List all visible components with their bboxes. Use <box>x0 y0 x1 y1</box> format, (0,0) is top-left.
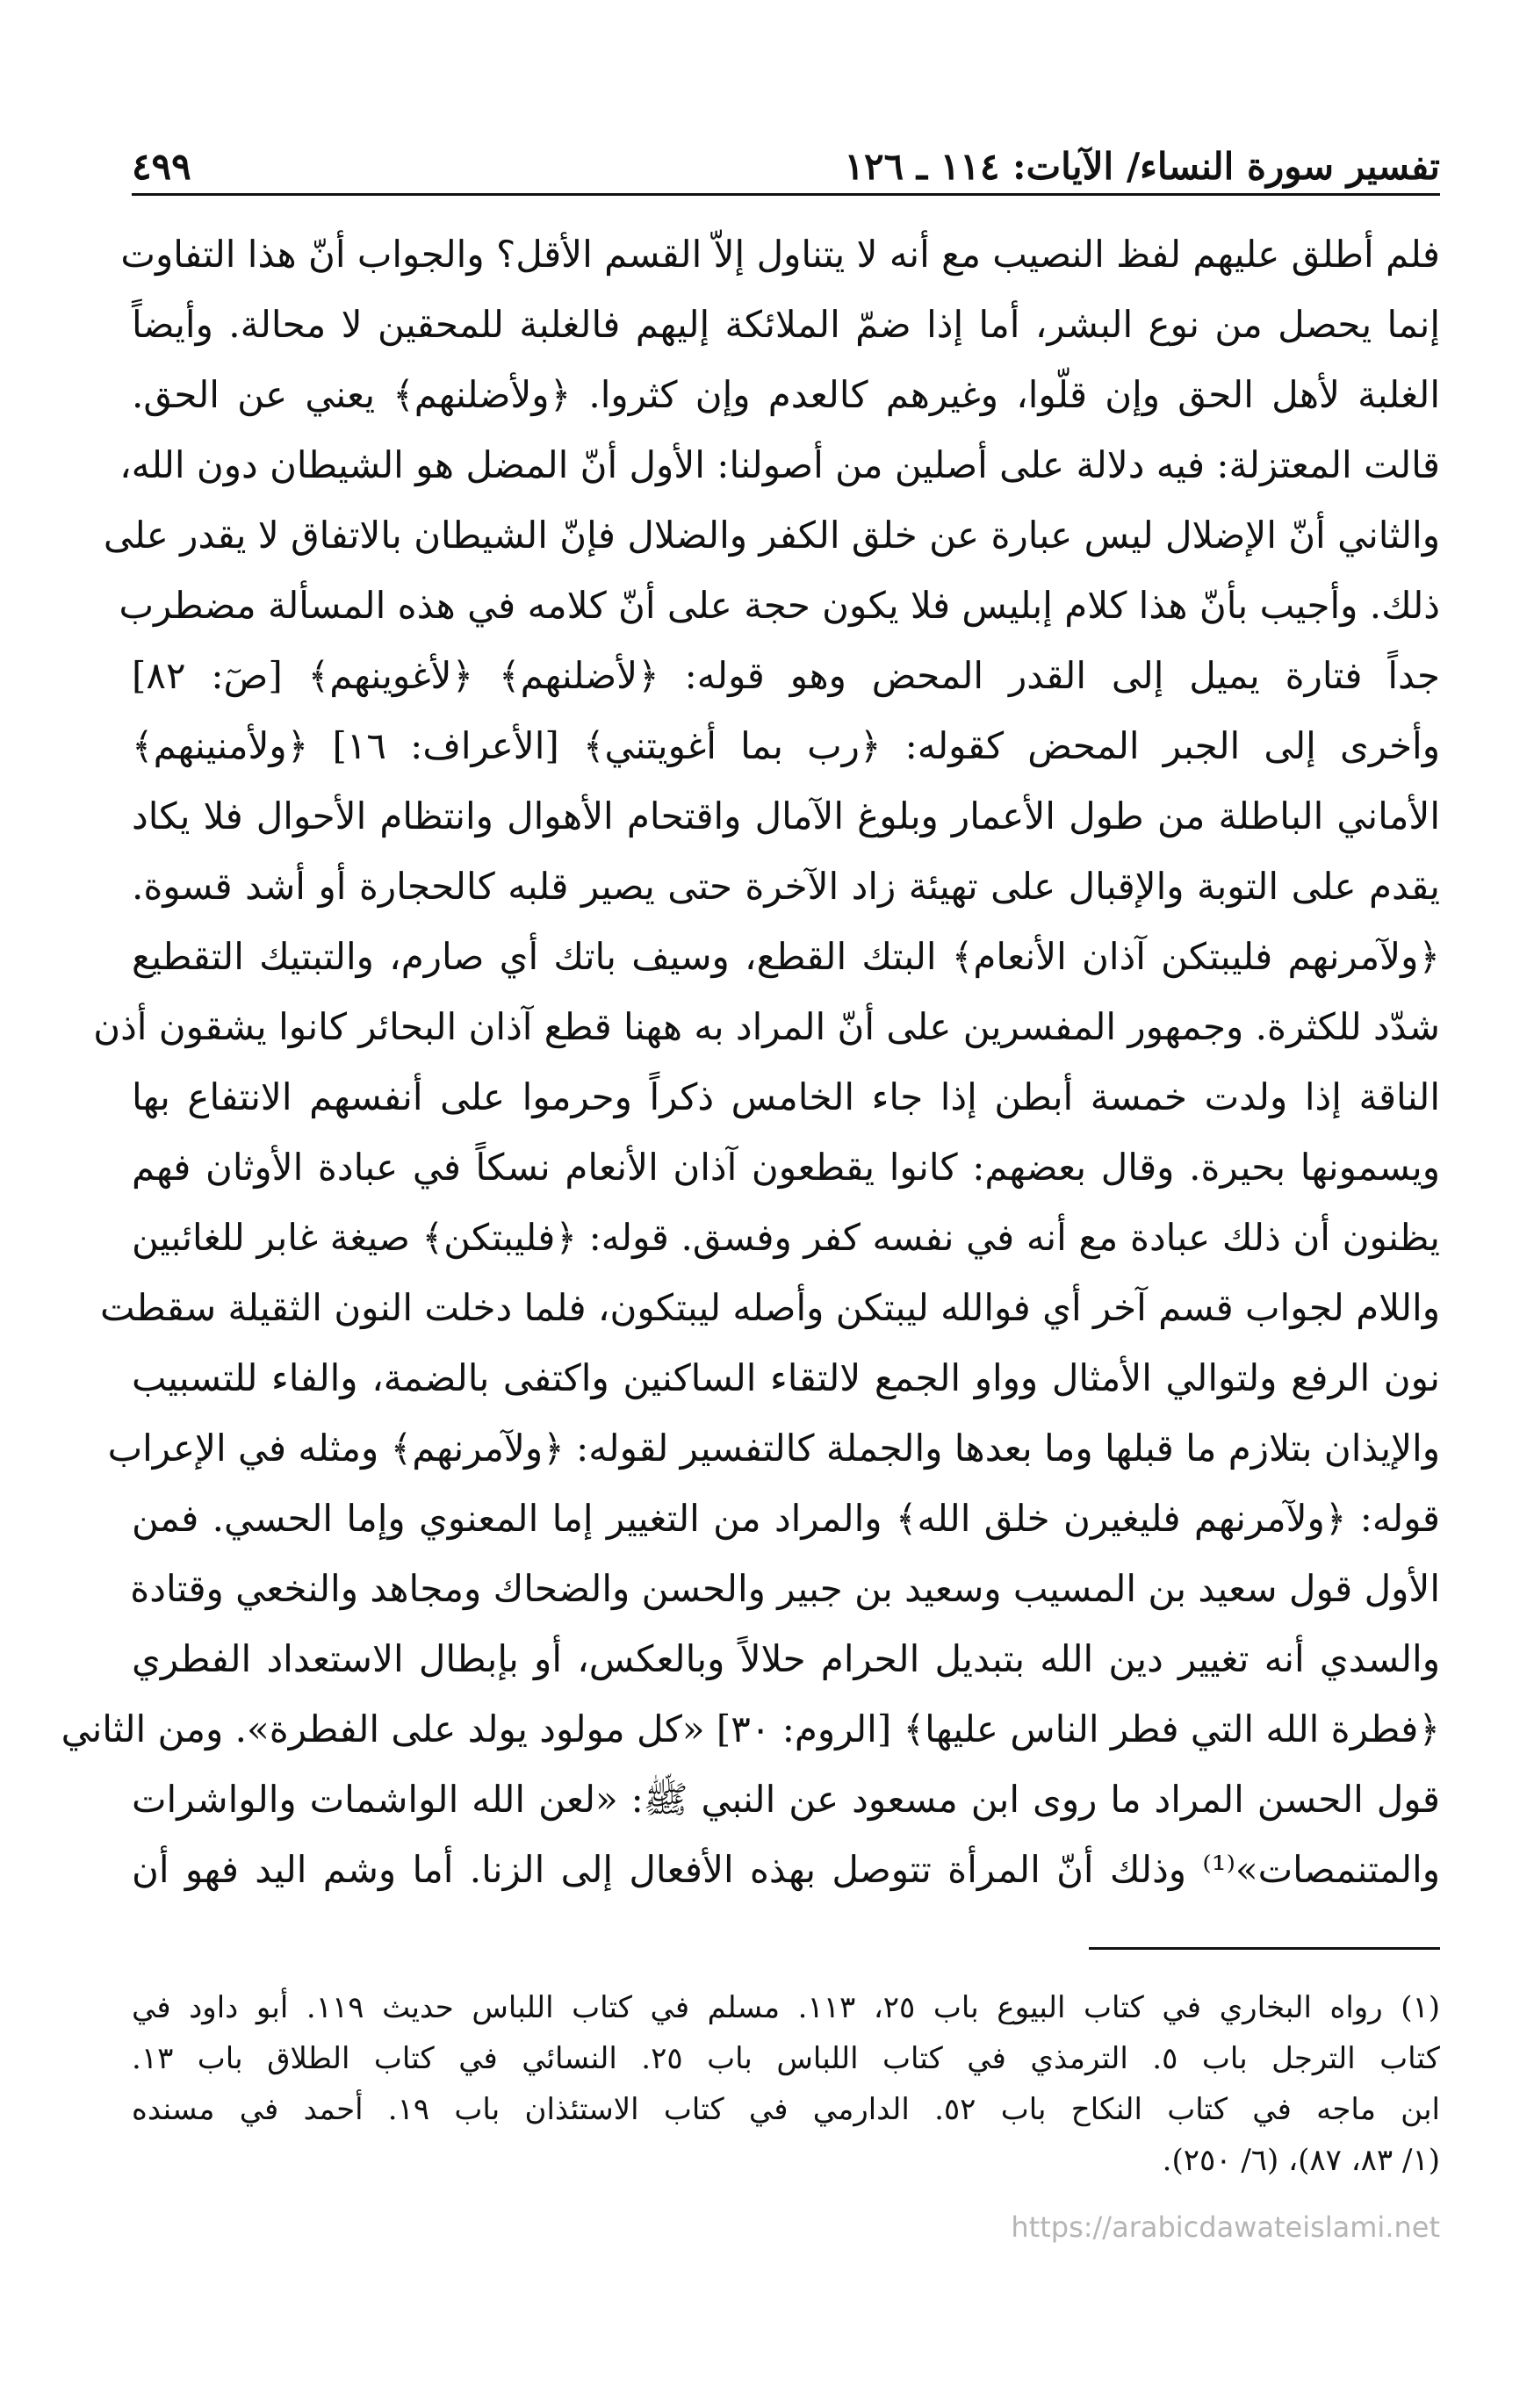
text-line: والمتنمصات»⁽¹⁾ وذلك أنّ المرأة تتوصل بهذه الأفعال إلى الزنا. أما وشم اليد فهو أن <box>132 1848 1440 1891</box>
text-line: إنما يحصل من نوع البشر، أما إذا ضمّ الملائكة إليهم فالغلبة للمحقين لا محالة. وأيضاً <box>132 303 1440 346</box>
footnote-line: (١/ ٨٣، ٨٧)، (٦/ ٢٥٠). <box>1162 2143 1440 2178</box>
footnote-line: كتاب الترجل باب ٥. الترمذي في كتاب اللباس باب ٢٥. النسائي في كتاب الطلاق باب ١٣. <box>132 2041 1440 2076</box>
text-line: قوله: ﴿ولآمرنهم فليغيرن خلق الله﴾ والمراد من التغيير إما المعنوي وإما الحسي. فمن <box>132 1497 1440 1540</box>
text-line: الأماني الباطلة من طول الأعمار وبلوغ الآمال واقتحام الأهوال وانتظام الأحوال فلا يكاد <box>132 794 1440 837</box>
text-line: ذلك. وأجيب بأنّ هذا كلام إبليس فلا يكون حجة على أنّ كلامه في هذه المسألة مضطرب <box>119 584 1440 627</box>
text-line: يظنون أن ذلك عبادة مع أنه في نفسه كفر وفسق. قوله: ﴿فليبتكن﴾ صيغة غابر للغائبين <box>132 1216 1440 1259</box>
text-line: فلم أطلق عليهم لفظ النصيب مع أنه لا يتناول إلاّ القسم الأقل؟ والجواب أنّ هذا التفاوت <box>120 233 1440 276</box>
watermark-url: https://arabicdawateislami.net <box>1011 2210 1440 2244</box>
text-line: الأول قول سعيد بن المسيب وسعيد بن جبير والحسن والضحاك ومجاهد والنخعي وقتادة <box>130 1567 1440 1610</box>
text-line: ويسمونها بحيرة. وقال بعضهم: كانوا يقطعون آذان الأنعام نسكاً في عبادة الأوثان فهم <box>132 1146 1440 1189</box>
text-line: ﴿فطرة الله التي فطر الناس عليها﴾ [الروم: ٣٠] «كل مولود يولد على الفطرة». ومن الثاني <box>61 1707 1440 1750</box>
text-line: نون الرفع ولتوالي الأمثال وواو الجمع لالتقاء الساكنين واكتفى بالضمة، والفاء للتسبيب <box>132 1356 1440 1399</box>
footnote-line: ابن ماجه في كتاب النكاح باب ٥٢. الدارمي في كتاب الاستئذان باب ١٩. أحمد في مسنده <box>132 2092 1440 2127</box>
page-number: ٤٩٩ <box>132 145 191 188</box>
running-header <box>132 130 1440 196</box>
header-title: تفسير سورة النساء/ الآيات: ١١٤ ـ ١٢٦ <box>844 145 1440 188</box>
text-line: والثاني أنّ الإضلال ليس عبارة عن خلق الكفر والضلال فإنّ الشيطان بالاتفاق لا يقدر على <box>103 514 1440 557</box>
text-line: قول الحسن المراد ما روى ابن مسعود عن النبي ﷺ: «لعن الله الواشمات والواشرات <box>132 1778 1440 1821</box>
main-text <box>61 219 1440 1905</box>
text-line: جداً فتارة يميل إلى القدر المحض وهو قوله: ﴿لأضلنهم﴾ ﴿لأغوينهم﴾ [صٓ: ٨٢] <box>132 654 1440 697</box>
text-line: والسدي أنه تغيير دين الله بتبديل الحرام حلالاً وبالعكس، أو بإبطال الاستعداد الفطري <box>132 1637 1440 1680</box>
text-line: وأخرى إلى الجبر المحض كقوله: ﴿رب بما أغويتني﴾ [الأعراف: ١٦] ﴿ولأمنينهم﴾ <box>132 724 1440 767</box>
text-line: ﴿ولآمرنهم فليبتكن آذان الأنعام﴾ البتك القطع، وسيف باتك أي صارم، والتبتيك التقطيع <box>132 935 1440 978</box>
text-line: قالت المعتزلة: فيه دلالة على أصلين من أصولنا: الأول أنّ المضل هو الشيطان دون الله، <box>119 443 1440 486</box>
text-line: يقدم على التوبة والإقبال على تهيئة زاد الآخرة حتى يصير قلبه كالحجارة أو أشد قسوة. <box>132 865 1440 908</box>
text-line: والإيذان بتلازم ما قبلها وما بعدها والجملة كالتفسير لقوله: ﴿ولآمرنهم﴾ ومثله في الإعراب <box>107 1427 1440 1470</box>
footnote-divider <box>1089 1947 1440 1950</box>
text-line: واللام لجواب قسم آخر أي فوالله ليبتكن وأصله ليبتكون، فلما دخلت النون الثقيلة سقطت <box>100 1286 1440 1329</box>
footnote-line: (١) رواه البخاري في كتاب البيوع باب ٢٥، ١١٣. مسلم في كتاب اللباس حديث ١١٩. أبو داود في <box>132 1990 1440 2025</box>
text-line: الناقة إذا ولدت خمسة أبطن إذا جاء الخامس ذكراً وحرموا على أنفسهم الانتفاع بها <box>132 1075 1440 1118</box>
text-line: شدّد للكثرة. وجمهور المفسرين على أنّ المراد به ههنا قطع آذان البحائر كانوا يشقون أذن <box>93 1005 1440 1048</box>
footnotes <box>132 1982 1440 2186</box>
text-line: الغلبة لأهل الحق وإن قلّوا، وغيرهم كالعدم وإن كثروا. ﴿ولأضلنهم﴾ يعني عن الحق. <box>132 373 1440 416</box>
